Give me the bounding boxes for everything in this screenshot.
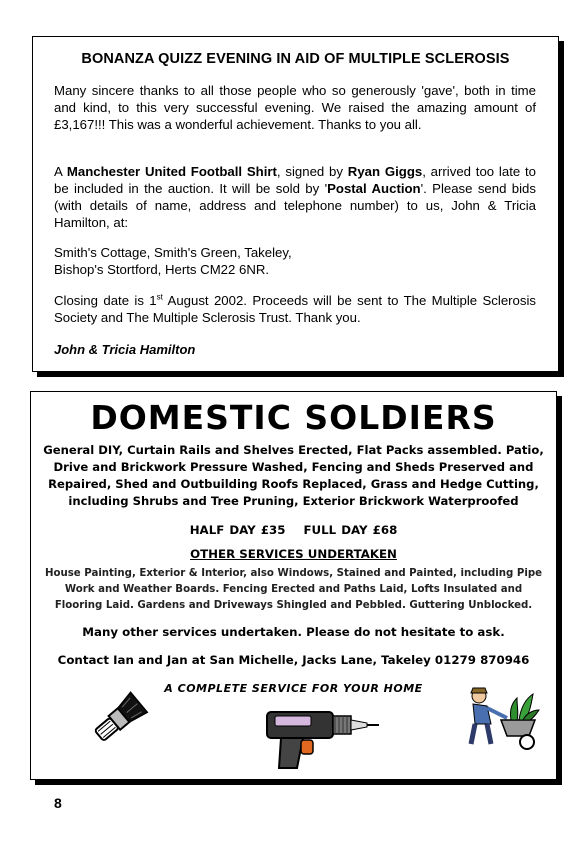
quiz-notice	[32, 36, 559, 372]
address-line-1: Smith's Cottage, Smith's Green, Takeley,	[54, 245, 292, 260]
price-line	[31, 523, 556, 537]
ad-tagline: A COMPLETE SERVICE FOR YOUR HOME	[164, 682, 423, 695]
gardener-wheelbarrow-icon	[461, 684, 543, 754]
signature: John & Tricia Hamilton	[54, 342, 196, 357]
contact-line: Contact Ian and Jan at San Michelle, Jacks Lane, Takeley 01279 870946	[57, 653, 530, 667]
shirt-name: Manchester United Football Shirt	[66, 164, 277, 179]
ad-services-list: General DIY, Curtain Rails and Shelves Erected, Flat Packs assembled. Patio, Drive and Brickwork Pressure Washed, Fencing and Sheds Preserved and Repaired, Shed and Outbuilding Roofs Replaced, Grass and Hedge Cutting, including Shrubs and Tree Pruning, Exterior Brickwork Waterproofed	[43, 443, 544, 508]
page-number: 8	[54, 795, 62, 811]
address-line-2: Bishop's Stortford, Herts CM22 6NR.	[54, 262, 270, 277]
thanks-paragraph: Many sincere thanks to all those people who so generously 'gave', both in time and kind, to this very successful evening. We raised the amazing amount of £3,167!!! This was a wonderful achievement. Thanks to you all.	[54, 83, 536, 132]
other-services-text: House Painting, Exterior & Interior, also Windows, Stained and Painted, including Pipe Work and Weather Boards. Fencing Erected and Paths Laid, Lofts Insulated and Flooring Laid. Gardens and Driveways Shingled and Pebbled. Guttering Unblocked.	[44, 568, 543, 611]
closing-paragraph: Closing date is 1st August 2002. Proceeds will be sent to The Multiple Sclerosis Society and The Multiple Sclerosis Trust. Thank you.	[54, 292, 537, 325]
many-services-line: Many other services undertaken. Please do not hesitate to ask.	[82, 625, 505, 639]
signer-name: Ryan Giggs	[347, 164, 423, 179]
domestic-soldiers-ad	[30, 391, 557, 780]
paintbrush-icon	[83, 688, 155, 750]
ad-title: DOMESTIC SOLDIERS	[90, 398, 497, 437]
other-services-heading: OTHER SERVICES UNDERTAKEN	[190, 547, 397, 561]
auction-type: Postal Auction	[327, 181, 421, 196]
auction-paragraph: A Manchester United Football Shirt, signed by Ryan Giggs, arrived too late to be included in the auction. It will be sold by 'Postal Auction'. Please send bids (with details of name, address and telephone number) to us, John & Tricia Hamilton, at:	[54, 164, 536, 230]
drill-icon	[263, 702, 383, 772]
address	[54, 244, 536, 278]
half-day-price: HALF DAY £35	[189, 523, 286, 537]
full-day-price: FULL DAY £68	[303, 523, 398, 537]
quiz-title: BONANZA QUIZZ EVENING IN AID OF MULTIPLE SCLEROSIS	[81, 51, 510, 67]
